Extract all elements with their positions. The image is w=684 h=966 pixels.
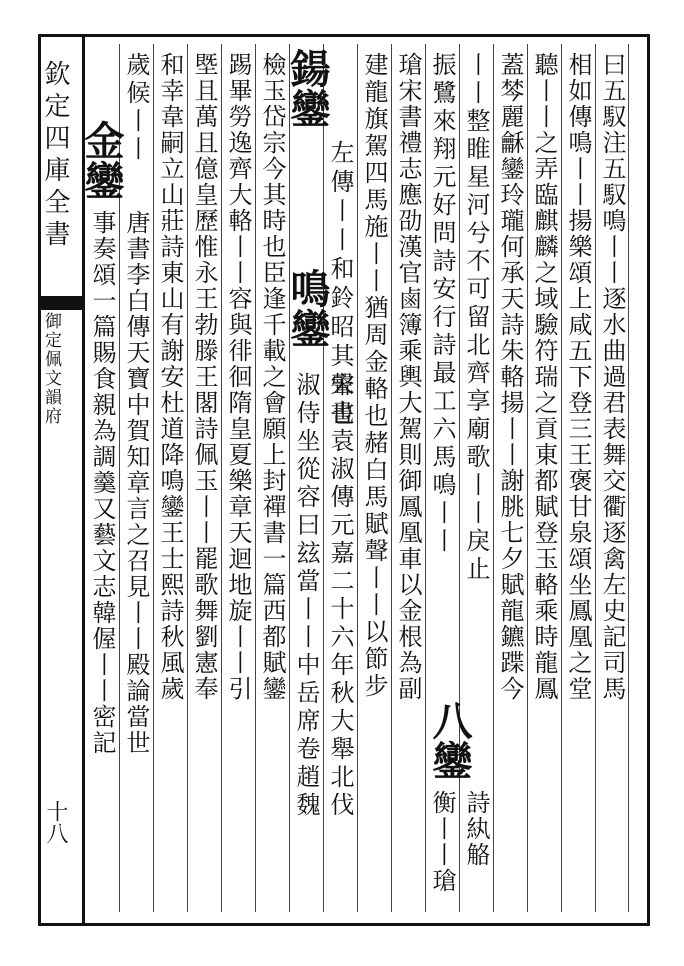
text-column: 塈且萬且億皇歷惟永王勃滕王閣詩佩玉丨丨罷歌舞劉憲奉 <box>190 52 218 702</box>
headword-ming-luan: 鳴鑾 <box>284 268 331 348</box>
margin-title: 欽定四庫全書 <box>40 60 70 252</box>
text-column: 曰五馭注五馭鳴丨丨逐水曲過君表舞交衢逐禽左史記司馬 <box>598 52 626 702</box>
text-column: 踢畢勞逸齊大輅丨丨容與徘徊隋皇夏樂章天迴地旋丨丨引 <box>224 52 252 702</box>
text-column: 宋書袁淑傳元嘉二十六年秋大舉北伐 <box>326 372 354 820</box>
margin-band <box>38 296 85 310</box>
text-column: 衡丨丨瑲 <box>428 790 456 894</box>
text-column: 事奏頌一篇賜食親為調羹又藝文志韓偓丨丨密記 <box>88 210 116 756</box>
text-column: 建龍旗駕四馬施丨丨猶周金輅也赭白馬賦聲丨丨以節步 <box>360 52 388 700</box>
text-column: 相如傳鳴丨丨揚樂頌上咸五下登三王褒甘泉頌坐鳳凰之堂 <box>564 52 592 702</box>
text-column: 聽丨丨之弄臨麒麟之域驗符瑞之貢東都賦登玉輅乘時龍鳳 <box>530 52 558 702</box>
headword-jin-luan: 金鑾 <box>78 120 125 200</box>
text-column: 蓋棽麗龢鑾玲瓏何承天詩朱輅揚丨丨謝朓七夕賦龍鑣蹀今 <box>496 52 524 702</box>
text-column: 淑侍坐從容曰玆當丨丨中岳席卷趙魏 <box>292 372 320 820</box>
headword-xuan-luan: 鍚鑾 <box>284 48 331 128</box>
text-column: 詩紈觡 <box>462 790 490 868</box>
text-column: 檢玉岱宗今其時也臣逢千載之會願上封禪書一篇西都賦鑾 <box>258 52 286 702</box>
margin-page-number: 十八 <box>43 800 68 844</box>
text-column: 丨丨整睢星河兮不可留北齊享廟歌丨丨戾止 <box>462 52 490 584</box>
text-column: 唐書李白傳天寶中賀知章言之召見丨丨殿論當世 <box>122 210 150 756</box>
text-column: 左傳丨丨和鈴昭其聲也 <box>326 140 354 430</box>
text-column: 瑲宋書禮志應劭漢官鹵簿乘輿大駕則御鳳凰車以金根為副 <box>394 52 422 702</box>
headword-ba-luan: 八鑾 <box>426 700 473 780</box>
margin-subtitle: 御定佩文韻府 <box>41 312 61 426</box>
text-column: 和幸韋嗣立山莊詩東山有謝安杜道降鳴鑾王士熙詩秋風歲 <box>156 52 184 702</box>
text-column: 振鷺來翔元好問詩安行詩最工六馬鳴丨丨 <box>428 52 456 556</box>
text-column: 歲候丨丨 <box>122 52 150 164</box>
